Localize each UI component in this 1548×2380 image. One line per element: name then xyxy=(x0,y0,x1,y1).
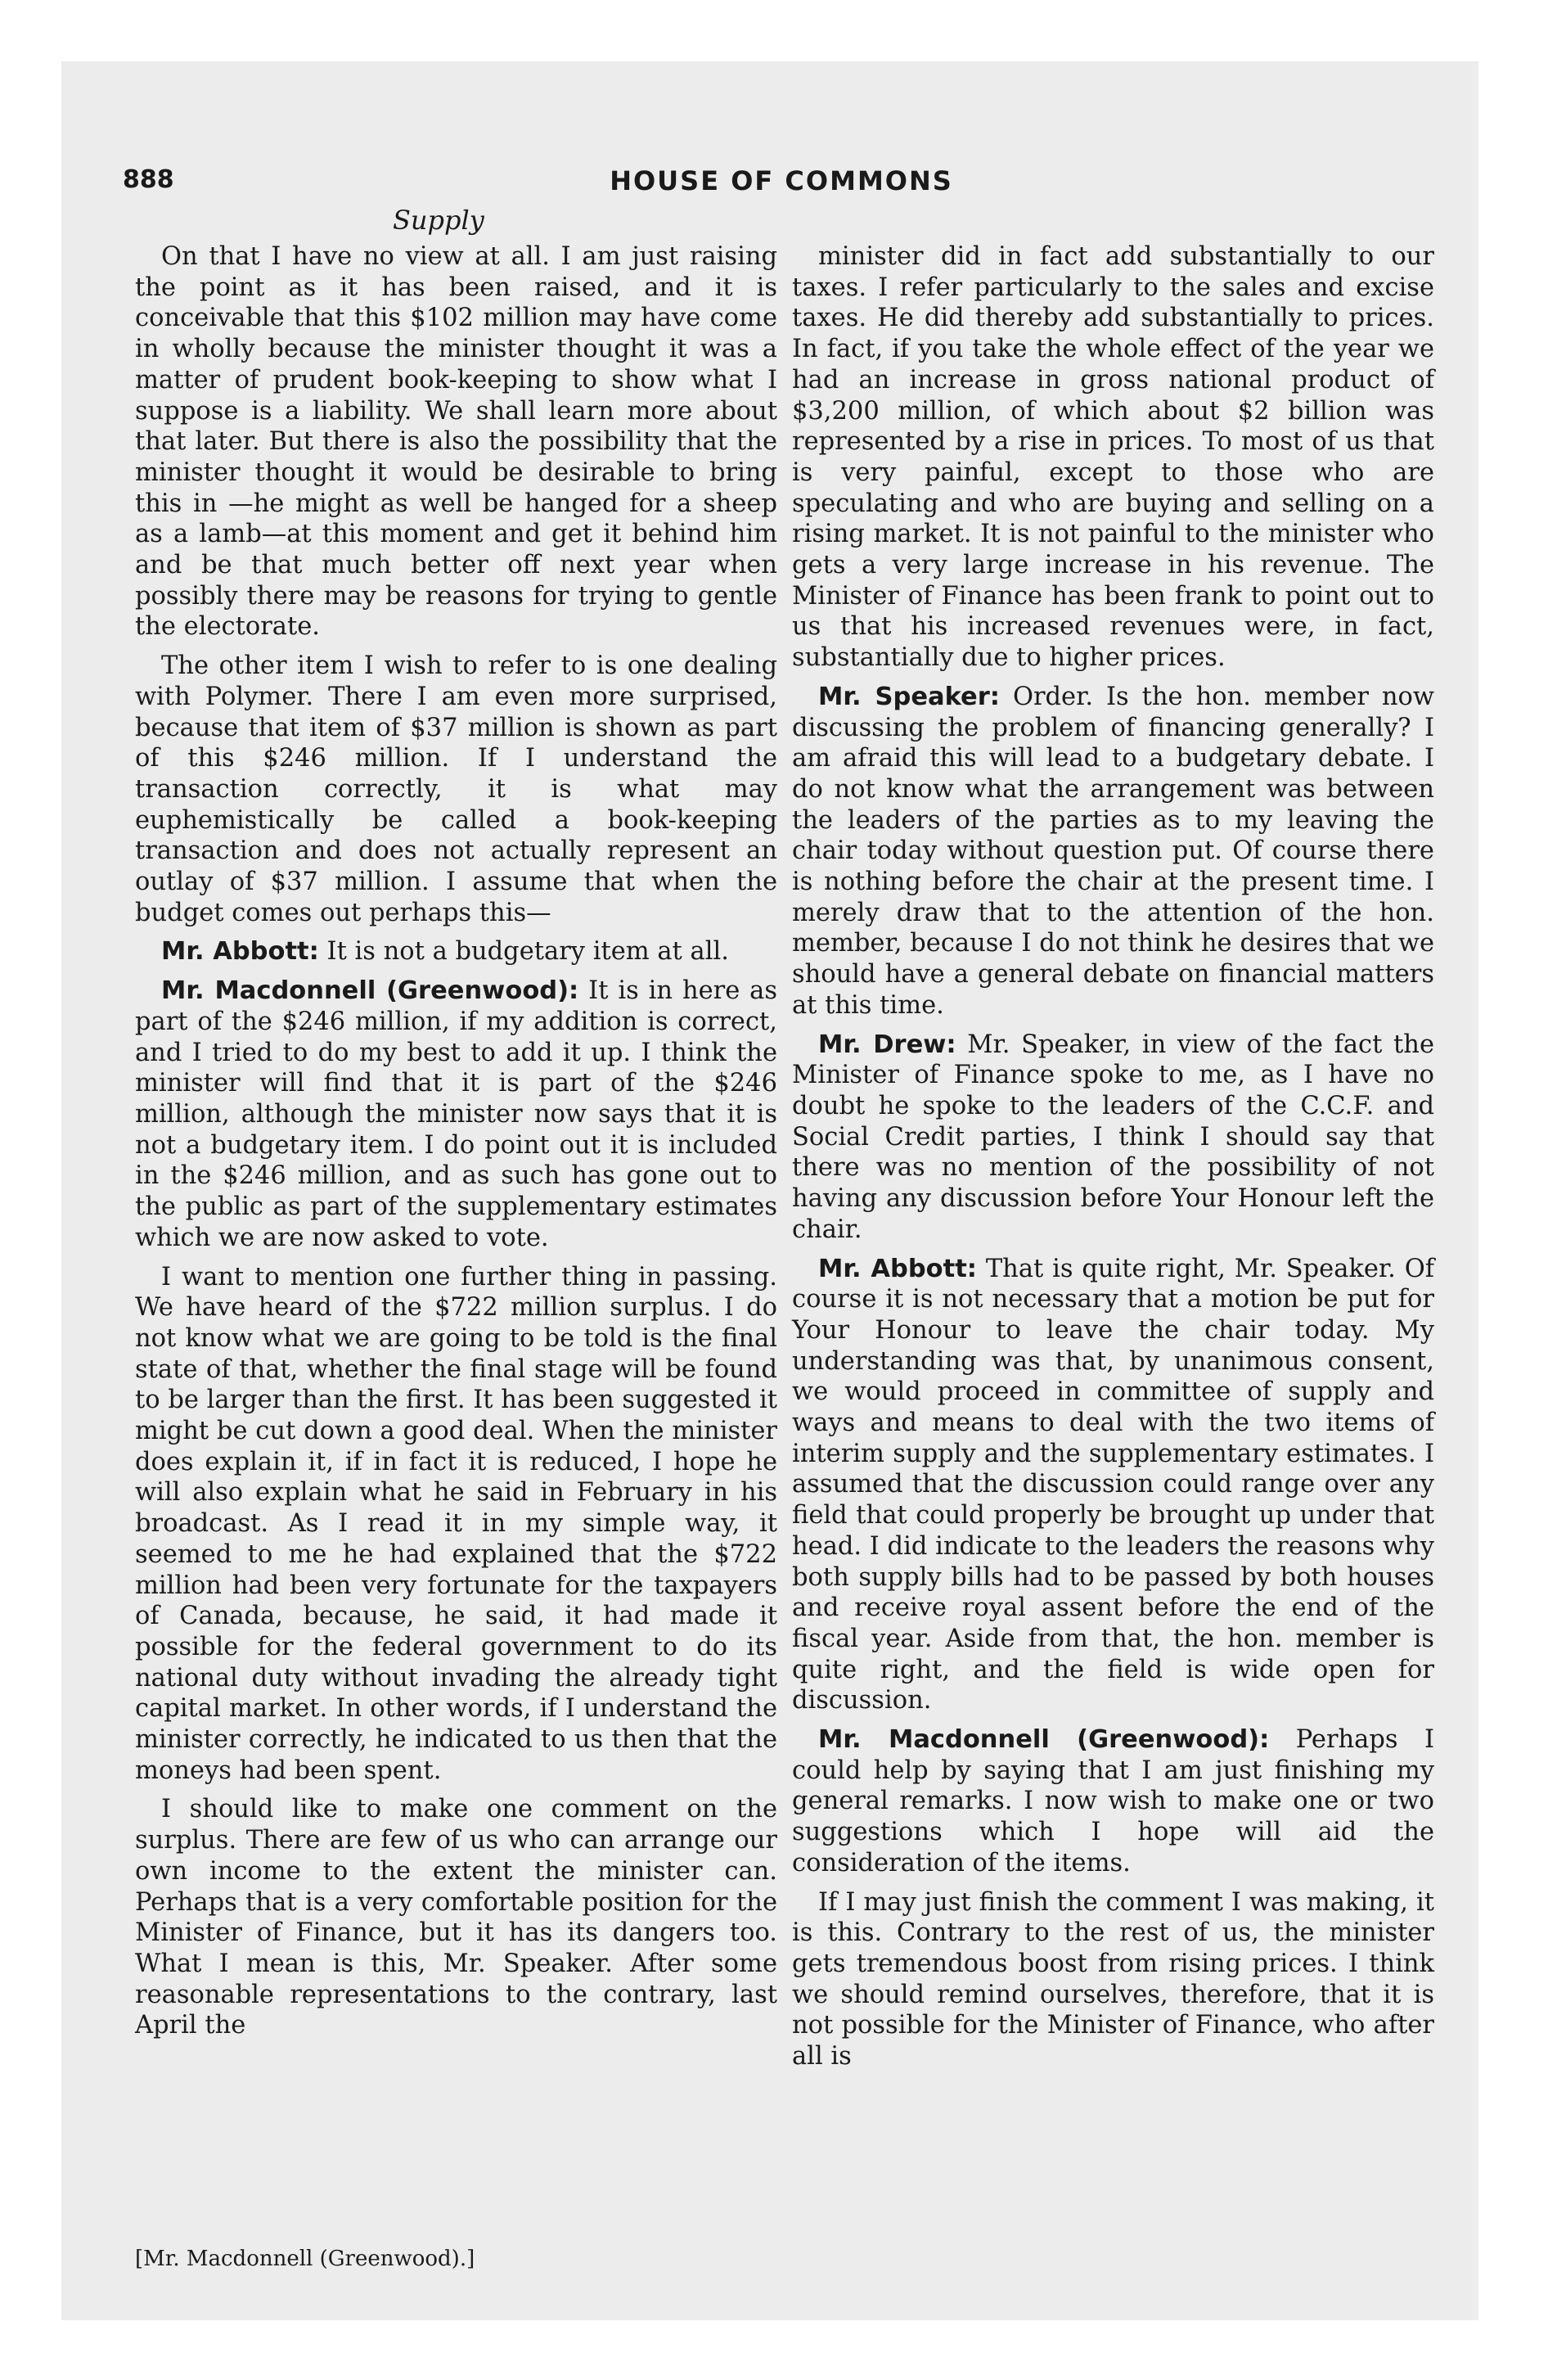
paragraph-text: That is quite right, Mr. Speaker. Of course it is not necessary that a motion be put for Your Honour to leave the chair today. My understanding was that, by unanimous consent, we would proceed in committee of supply and ways and means to deal with the two items of interim supply and the supplementary estimates. I assumed that the discussion could range over any field that could properly be brought up under that head. I did indicate to the leaders the reasons why both supply bills had to be passed by both houses and receive royal assent before the end of the fiscal year. Aside from that, the hon. member is quite right, and the field is wide open for discussion. xyxy=(792,1254,1434,1715)
paragraph xyxy=(792,1724,1434,1879)
paragraph-text: If I may just finish the comment I was making, it is this. Contrary to the rest of us, the minister gets tremendous boost from rising prices. I think we should remind ourselves, therefore, that it is not possible for the Minister of Finance, who after all is xyxy=(792,1887,1434,2071)
paragraph xyxy=(135,936,777,967)
paragraph-text: I should like to make one comment on the surplus. There are few of us who can arrange our own income to the extent the minister can. Perhaps that is a very comfortable position for the Minister of Finance, but it has its dangers too. What I mean is this, Mr. Speaker. After some reasonable representations to the contrary, last April the xyxy=(135,1795,777,2040)
paragraph-text: The other item I wish to refer to is one dealing with Polymer. There I am even more surprised, because that item of $37 million is shown as part of this $246 million. If I understand the transaction correctly, it is what may euphemistically be called a book-keeping transaction and does not actually represent an outlay of $37 million. I assume that when the budget comes out perhaps this— xyxy=(135,651,777,927)
speaker-name: Mr. Drew: xyxy=(818,1030,956,1059)
speaker-name: Mr. Speaker: xyxy=(818,682,1000,711)
paragraph xyxy=(135,1794,777,2041)
paragraph-text: On that I have no view at all. I am just raising the point as it has been raised, and it is conceivable that this $102 million may have come in wholly because the minister thought it was a matter of prudent book-keeping to show what I suppose is a liability. We shall learn more about that later. But there is also the possibility that the minister thought it would be desirable to bring this in —he might as well be hanged for a sheep as a lamb—at this moment and get it behind him and be that much better off next year when possibly there may be reasons for trying to gentle the electorate. xyxy=(135,242,777,642)
section-title: Supply xyxy=(393,205,484,236)
paragraph xyxy=(792,1887,1434,2072)
paragraph xyxy=(792,1254,1434,1717)
speaker-name: Mr. Macdonnell (Greenwood): xyxy=(161,976,579,1006)
speaker-name: Mr. Macdonnell (Greenwood): xyxy=(818,1725,1270,1755)
paragraph-text: It is in here as part of the $246 million, if my addition is correct, and I tried to do my best to add it up. I think the minister will find that it is part of the $246 million, although the minister now says that it is not a budgetary item. I do point out it is included in the $246 million, and as such has gone out to the public as part of the supplementary estimates which we are now asked to vote. xyxy=(135,976,777,1252)
journal-title: HOUSE OF COMMONS xyxy=(610,165,953,196)
speaker-name: Mr. Abbott: xyxy=(161,937,319,967)
paragraph xyxy=(135,241,777,642)
paragraph xyxy=(792,241,1434,674)
paragraph-text: minister did in fact add substantially to our taxes. I refer particularly to the sales and excise taxes. He did thereby add substantially to prices. In fact, if you take the whole effect of the year we had an increase in gross national product of $3,200 million, of which about $2 billion was represented by a rise in prices. To most of us that is very painful, except to those who are speculating and who are buying and selling on a rising market. It is not painful to the minister who gets a very large increase in his revenue. The Minister of Finance has been frank to point out to us that his increased revenues were, in fact, substantially due to higher prices. xyxy=(792,242,1434,673)
paragraph xyxy=(135,651,777,928)
paragraph xyxy=(135,1262,777,1787)
paragraph-text: It is not a budgetary item at all. xyxy=(326,937,729,967)
paragraph-text: Order. Is the hon. member now discussing the problem of financing generally? I am afraid this will lead to a budgetary debate. I do not know what the arrangement was between the leaders of the parties as to my leaving the chair today without question put. Of course there is nothing before the chair at the present time. I merely draw that to the attention of the hon. member, because I do not think he desires that we should have a general debate on financial matters at this time. xyxy=(792,682,1434,1020)
right-column xyxy=(792,241,1434,2080)
paragraph xyxy=(792,682,1434,1021)
speaker-reference: [Mr. Macdonnell (Greenwood).] xyxy=(135,2247,475,2271)
paragraph-text: Mr. Speaker, in view of the fact the Minister of Finance spoke to me, as I have no doubt he spoke to the leaders of the C.C.F. and Social Credit parties, I think I should say that there was no mention of the possibility of not having any discussion before Your Honour left the chair. xyxy=(792,1030,1434,1244)
page-header xyxy=(123,165,1440,206)
speaker-name: Mr. Abbott: xyxy=(818,1254,977,1283)
paragraph-text: I want to mention one further thing in passing. We have heard of the $722 million surplus. I do not know what we are going to be told is the final state of that, whether the final stage will be found to be larger than the first. It has been suggested it might be cut down a good deal. When the minister does explain it, if in fact it is reduced, I hope he will also explain what he said in February in his broadcast. As I read it in my simple way, it seemed to me he had explained that the $722 million had been very fortunate for the taxpayers of Canada, because, he said, it had made it possible for the federal government to do its national duty without invading the already tight capital market. In other words, if I understand the minister correctly, he indicated to us then that the moneys had been spent. xyxy=(135,1262,777,1785)
paragraph xyxy=(135,976,777,1253)
left-column xyxy=(135,241,777,2049)
paragraph-text: Perhaps I could help by saying that I am just finishing my general remarks. I now wish to make one or two suggestions which I hope will aid the consideration of the items. xyxy=(792,1725,1435,1877)
page-number: 888 xyxy=(123,165,174,194)
paragraph xyxy=(792,1030,1434,1246)
